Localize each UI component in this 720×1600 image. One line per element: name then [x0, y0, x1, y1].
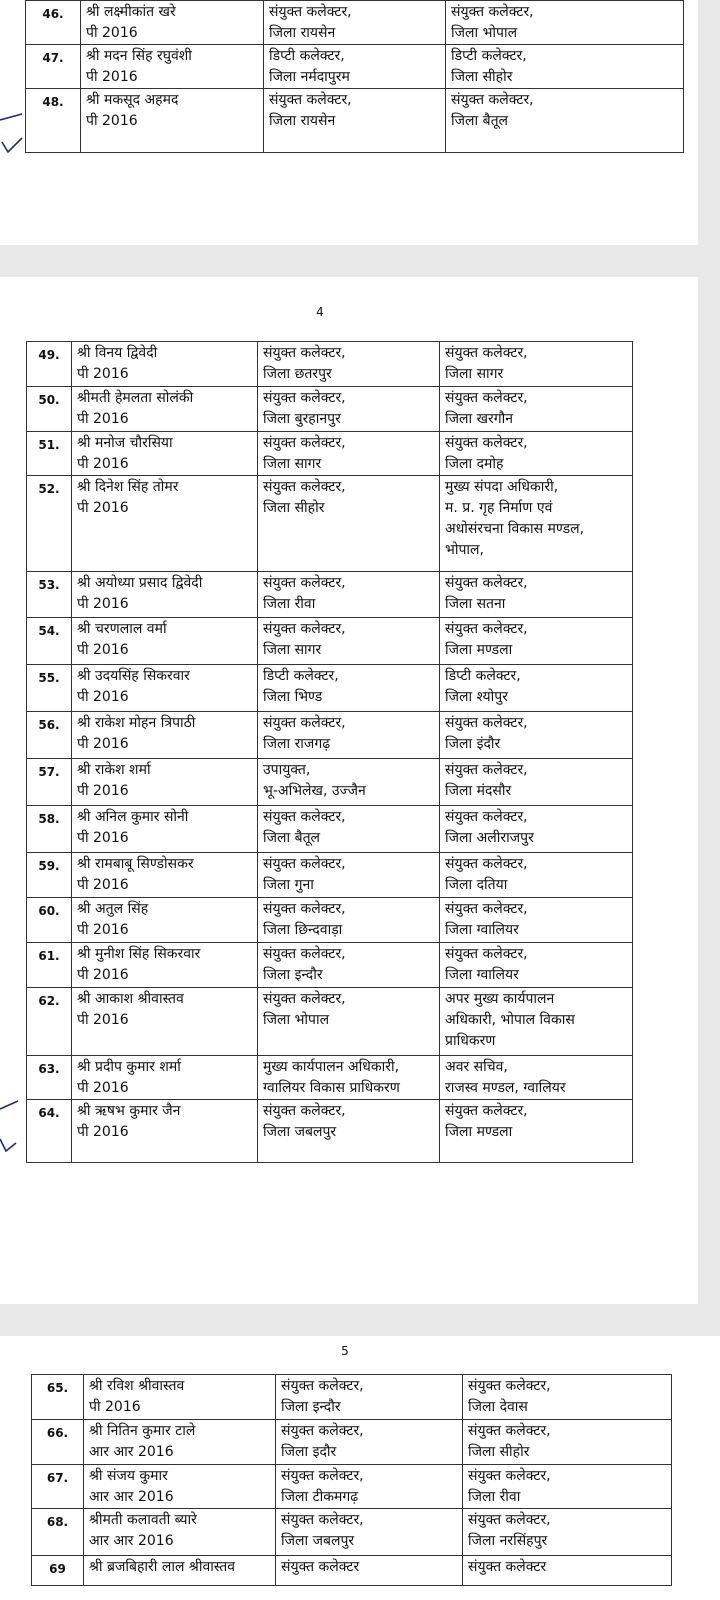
officer-batch: पी 2016 — [77, 689, 129, 705]
officer-name: श्री नितिन कुमार टाले — [89, 1423, 196, 1439]
officer-batch: पी 2016 — [77, 967, 129, 983]
serial-number: 51. — [27, 432, 72, 476]
serial-number: 52. — [27, 476, 72, 572]
new-posting-cell — [440, 476, 633, 572]
current-posting-cell — [264, 45, 446, 89]
officer-cell — [84, 1375, 276, 1420]
officer-name: श्री मुनीश सिंह सिकरवार — [77, 946, 201, 962]
officer-batch: पी 2016 — [77, 411, 129, 427]
officer-cell — [72, 806, 258, 853]
current-posting-line: जिला नर्मदापुरम — [269, 69, 350, 85]
current-posting-cell — [276, 1509, 463, 1556]
officer-batch: पी 2016 — [77, 642, 129, 658]
officer-batch: पी 2016 — [77, 456, 129, 472]
serial-number: 53. — [27, 572, 72, 618]
new-posting-cell — [440, 1056, 633, 1100]
new-posting-line: अधिकारी, भोपाल विकास — [445, 1012, 575, 1028]
new-posting-line: जिला बैतूल — [451, 113, 509, 129]
current-posting-cell — [258, 759, 440, 806]
new-posting-line: अवर सचिव, — [445, 1059, 508, 1075]
current-posting-cell — [276, 1420, 463, 1465]
officer-name: श्री अयोध्या प्रसाद द्विवेदी — [77, 575, 203, 591]
officer-cell — [72, 988, 258, 1056]
current-posting-line: संयुक्त कलेक्टर, — [263, 345, 346, 361]
officer-cell — [81, 45, 264, 89]
table-row — [27, 853, 633, 898]
current-posting-line: संयुक्त कलेक्टर, — [263, 809, 346, 825]
current-posting-line: जिला जबलपुर — [281, 1533, 355, 1549]
table-row — [27, 759, 633, 806]
new-posting-line: संयुक्त कलेक्टर, — [445, 345, 528, 361]
officer-cell — [72, 943, 258, 988]
current-posting-line: जिला छतरपुर — [263, 366, 332, 382]
table-row — [27, 665, 633, 712]
current-posting-cell — [258, 476, 440, 572]
officer-cell — [72, 618, 258, 665]
officer-cell — [81, 89, 264, 153]
table-row — [26, 89, 684, 153]
new-posting-line: जिला रीवा — [468, 1489, 521, 1505]
new-posting-line: जिला श्योपुर — [445, 689, 508, 705]
transfer-table — [31, 1374, 672, 1586]
officer-cell — [72, 387, 258, 432]
new-posting-line: संयुक्त कलेक्टर, — [468, 1468, 551, 1484]
officer-cell — [72, 432, 258, 476]
current-posting-line: संयुक्त कलेक्टर, — [263, 575, 346, 591]
current-posting-line: ग्वालियर विकास प्राधिकरण — [263, 1080, 400, 1096]
serial-number: 54. — [27, 618, 72, 665]
new-posting-line: जिला ग्वालियर — [445, 967, 519, 983]
officer-name: श्री ब्रजबिहारी लाल श्रीवास्तव — [89, 1559, 236, 1575]
table-row — [27, 712, 633, 759]
current-posting-line: संयुक्त कलेक्टर, — [263, 435, 346, 451]
officer-cell — [84, 1509, 276, 1556]
current-posting-line: संयुक्त कलेक्टर, — [263, 390, 346, 406]
current-posting-line: संयुक्त कलेक्टर, — [269, 4, 352, 20]
new-posting-line: अधोसंरचना विकास मण्डल, — [445, 521, 585, 537]
new-posting-cell — [440, 988, 633, 1056]
new-posting-line: अपर मुख्य कार्यपालन — [445, 991, 555, 1007]
officer-cell — [84, 1420, 276, 1465]
officer-name: श्री राकेश मोहन त्रिपाठी — [77, 715, 196, 731]
new-posting-line: संयुक्त कलेक्टर — [468, 1559, 547, 1575]
table-row — [32, 1509, 672, 1556]
current-posting-cell — [258, 898, 440, 943]
table-row — [27, 618, 633, 665]
current-posting-cell — [264, 89, 446, 153]
table-row — [27, 988, 633, 1056]
serial-number: 65. — [32, 1375, 84, 1420]
new-posting-line: जिला अलीराजपुर — [445, 830, 534, 846]
new-posting-cell — [440, 1100, 633, 1163]
serial-number: 60. — [27, 898, 72, 943]
current-posting-line: जिला जबलपुर — [263, 1124, 337, 1140]
officer-cell — [84, 1465, 276, 1509]
officer-name: श्रीमती कलावती ब्यारे — [89, 1512, 197, 1528]
new-posting-line: संयुक्त कलेक्टर, — [445, 809, 528, 825]
new-posting-cell — [440, 853, 633, 898]
new-posting-line: संयुक्त कलेक्टर, — [468, 1423, 551, 1439]
new-posting-line: संयुक्त कलेक्टर, — [445, 390, 528, 406]
current-posting-cell — [258, 572, 440, 618]
new-posting-line: संयुक्त कलेक्टर, — [445, 575, 528, 591]
current-posting-line: जिला सीहोर — [263, 500, 325, 516]
new-posting-cell — [440, 712, 633, 759]
current-posting-line: संयुक्त कलेक्टर, — [281, 1378, 364, 1394]
officer-cell — [72, 898, 258, 943]
current-posting-cell — [258, 988, 440, 1056]
officer-batch: पी 2016 — [77, 1012, 129, 1028]
current-posting-line: संयुक्त कलेक्टर, — [281, 1468, 364, 1484]
current-posting-line: संयुक्त कलेक्टर — [281, 1559, 360, 1575]
serial-number: 57. — [27, 759, 72, 806]
serial-number: 55. — [27, 665, 72, 712]
new-posting-line: संयुक्त कलेक्टर, — [445, 762, 528, 778]
officer-name: श्री उदयसिंह सिकरवार — [77, 668, 190, 684]
current-posting-cell — [258, 1056, 440, 1100]
officer-batch: पी 2016 — [77, 783, 129, 799]
new-posting-line: संयुक्त कलेक्टर, — [445, 901, 528, 917]
officer-batch: पी 2016 — [77, 1080, 129, 1096]
officer-name: श्री अतुल सिंह — [77, 901, 149, 917]
officer-batch: पी 2016 — [77, 500, 129, 516]
officer-batch: पी 2016 — [77, 922, 129, 938]
new-posting-cell — [440, 806, 633, 853]
current-posting-cell — [258, 943, 440, 988]
current-posting-line: संयुक्त कलेक्टर, — [263, 621, 346, 637]
officer-batch: आर आर 2016 — [89, 1444, 174, 1460]
officer-name: श्री आकाश श्रीवास्तव — [77, 991, 184, 1007]
officer-name: श्री रामबाबू सिण्डोसकर — [77, 856, 194, 872]
officer-batch: पी 2016 — [77, 877, 129, 893]
table-row — [27, 1056, 633, 1100]
new-posting-cell — [446, 1, 684, 45]
new-posting-line: संयुक्त कलेक्टर, — [445, 715, 528, 731]
current-posting-line: संयुक्त कलेक्टर, — [263, 856, 346, 872]
new-posting-cell — [440, 943, 633, 988]
current-posting-cell — [258, 342, 440, 387]
table-row — [32, 1465, 672, 1509]
table-row — [27, 342, 633, 387]
new-posting-line: जिला देवास — [468, 1399, 528, 1415]
current-posting-line: संयुक्त कलेक्टर, — [263, 1103, 346, 1119]
serial-number: 69 — [32, 1556, 84, 1586]
new-posting-line: संयुक्त कलेक्टर, — [445, 856, 528, 872]
document-page-4 — [0, 277, 698, 1304]
officer-cell — [72, 1100, 258, 1163]
officer-name: श्री मकसूद अहमद — [86, 92, 179, 108]
table-row — [32, 1556, 672, 1586]
officer-batch: पी 2016 — [77, 1124, 129, 1140]
officer-cell — [72, 476, 258, 572]
new-posting-line: संयुक्त कलेक्टर, — [445, 1103, 528, 1119]
table-row — [27, 572, 633, 618]
serial-number: 63. — [27, 1056, 72, 1100]
transfer-table — [25, 0, 684, 153]
current-posting-cell — [264, 1, 446, 45]
serial-number: 46. — [26, 1, 81, 45]
officer-name: श्री मनोज चौरसिया — [77, 435, 173, 451]
current-posting-line: संयुक्त कलेक्टर, — [263, 991, 346, 1007]
officer-name: श्री दिनेश सिंह तोमर — [77, 479, 179, 495]
new-posting-cell — [440, 572, 633, 618]
new-posting-cell — [446, 45, 684, 89]
new-posting-line: जिला खरगौन — [445, 411, 514, 427]
new-posting-line: संयुक्त कलेक्टर, — [445, 946, 528, 962]
current-posting-line: जिला रायसेन — [269, 25, 336, 41]
table-row — [32, 1420, 672, 1465]
current-posting-line: जिला गुना — [263, 877, 314, 893]
current-posting-cell — [258, 1100, 440, 1163]
officer-batch: पी 2016 — [77, 596, 129, 612]
table-row — [27, 432, 633, 476]
officer-name: श्री चरणलाल वर्मा — [77, 621, 167, 637]
table-row — [26, 1, 684, 45]
officer-cell — [72, 712, 258, 759]
current-posting-line: संयुक्त कलेक्टर, — [269, 92, 352, 108]
new-posting-line: संयुक्त कलेक्टर, — [445, 435, 528, 451]
serial-number: 68. — [32, 1509, 84, 1556]
new-posting-line: संयुक्त कलेक्टर, — [451, 4, 534, 20]
current-posting-line: संयुक्त कलेक्टर, — [263, 479, 346, 495]
officer-name: श्री राकेश शर्मा — [77, 762, 151, 778]
officer-cell — [72, 1056, 258, 1100]
new-posting-line: जिला मंदसौर — [445, 783, 512, 799]
officer-batch: पी 2016 — [86, 113, 138, 129]
serial-number: 49. — [27, 342, 72, 387]
new-posting-cell — [440, 665, 633, 712]
current-posting-line: डिप्टी कलेक्टर, — [263, 668, 339, 684]
table-row — [32, 1375, 672, 1420]
new-posting-line: जिला सागर — [445, 366, 504, 382]
current-posting-cell — [276, 1375, 463, 1420]
new-posting-cell — [440, 432, 633, 476]
new-posting-line: म. प्र. गृह निर्माण एवं — [445, 500, 553, 516]
current-posting-cell — [258, 665, 440, 712]
new-posting-cell — [463, 1556, 672, 1586]
table-row — [27, 1100, 633, 1163]
officer-batch: पी 2016 — [77, 830, 129, 846]
current-posting-cell — [258, 853, 440, 898]
officer-name: श्री विनय द्विवेदी — [77, 345, 158, 361]
new-posting-line: राजस्व मण्डल, ग्वालियर — [445, 1080, 566, 1096]
current-posting-line: संयुक्त कलेक्टर, — [263, 901, 346, 917]
current-posting-line: जिला सागर — [263, 642, 322, 658]
new-posting-line: जिला भोपाल — [451, 25, 518, 41]
new-posting-cell — [446, 89, 684, 153]
new-posting-line: जिला सीहोर — [468, 1444, 530, 1460]
serial-number: 64. — [27, 1100, 72, 1163]
serial-number: 67. — [32, 1465, 84, 1509]
serial-number: 50. — [27, 387, 72, 432]
officer-name: श्री मदन सिंह रघुवंशी — [86, 48, 192, 64]
new-posting-line: जिला दमोह — [445, 456, 504, 472]
officer-batch: पी 2016 — [77, 736, 129, 752]
current-posting-cell — [276, 1556, 463, 1586]
table-row — [27, 943, 633, 988]
new-posting-cell — [440, 759, 633, 806]
new-posting-line: जिला दतिया — [445, 877, 508, 893]
officer-cell — [72, 759, 258, 806]
current-posting-cell — [258, 618, 440, 665]
current-posting-line: भू-अभिलेख, उज्जैन — [263, 783, 366, 799]
transfer-table — [26, 341, 633, 1163]
new-posting-cell — [440, 342, 633, 387]
officer-cell — [84, 1556, 276, 1586]
current-posting-line: जिला भिण्ड — [263, 689, 323, 705]
serial-number: 58. — [27, 806, 72, 853]
new-posting-cell — [463, 1465, 672, 1509]
new-posting-line: डिप्टी कलेक्टर, — [451, 48, 527, 64]
page-number: 4 — [316, 305, 324, 319]
table-row — [27, 898, 633, 943]
officer-batch: पी 2016 — [86, 69, 138, 85]
current-posting-line: संयुक्त कलेक्टर, — [281, 1423, 364, 1439]
current-posting-cell — [258, 712, 440, 759]
current-posting-line: जिला बैतूल — [263, 830, 321, 846]
serial-number: 47. — [26, 45, 81, 89]
current-posting-line: जिला बुरहानपुर — [263, 411, 341, 427]
officer-batch: पी 2016 — [86, 25, 138, 41]
document-page-5 — [0, 1336, 720, 1600]
table-row — [27, 387, 633, 432]
officer-cell — [72, 572, 258, 618]
current-posting-cell — [258, 387, 440, 432]
new-posting-cell — [463, 1420, 672, 1465]
officer-name: श्री ऋषभ कुमार जैन — [77, 1103, 181, 1119]
new-posting-line: जिला सतना — [445, 596, 506, 612]
current-posting-cell — [258, 432, 440, 476]
current-posting-line: संयुक्त कलेक्टर, — [281, 1512, 364, 1528]
new-posting-cell — [463, 1509, 672, 1556]
pen-tick-mark — [0, 112, 26, 162]
officer-cell — [81, 1, 264, 45]
current-posting-line: जिला रायसेन — [269, 113, 336, 129]
current-posting-line: संयुक्त कलेक्टर, — [263, 946, 346, 962]
current-posting-line: जिला रीवा — [263, 596, 316, 612]
new-posting-line: मुख्य संपदा अधिकारी, — [445, 479, 559, 495]
serial-number: 59. — [27, 853, 72, 898]
officer-name: श्री अनिल कुमार सोनी — [77, 809, 189, 825]
officer-cell — [72, 342, 258, 387]
new-posting-line: जिला इंदौर — [445, 736, 501, 752]
current-posting-line: जिला इदौर — [281, 1444, 337, 1460]
current-posting-line: डिप्टी कलेक्टर, — [269, 48, 345, 64]
document-page-3-fragment — [0, 0, 698, 245]
officer-batch: पी 2016 — [89, 1399, 141, 1415]
officer-name: श्री लक्ष्मीकांत खरे — [86, 4, 176, 20]
current-posting-line: जिला इन्दौर — [281, 1399, 341, 1415]
serial-number: 61. — [27, 943, 72, 988]
pen-tick-mark — [0, 1099, 22, 1169]
officer-batch: आर आर 2016 — [89, 1533, 174, 1549]
serial-number: 62. — [27, 988, 72, 1056]
current-posting-line: मुख्य कार्यपालन अधिकारी, — [263, 1059, 400, 1075]
officer-name: श्रीमती हेमलता सोलंकी — [77, 390, 194, 406]
officer-cell — [72, 665, 258, 712]
officer-name: श्री रविश श्रीवास्तव — [89, 1378, 185, 1394]
current-posting-line: जिला छिन्दवाड़ा — [263, 922, 343, 938]
new-posting-line: प्राधिकरण — [445, 1033, 496, 1049]
table-row — [26, 45, 684, 89]
new-posting-line: जिला मण्डला — [445, 1124, 513, 1140]
current-posting-cell — [276, 1465, 463, 1509]
new-posting-line: भोपाल, — [445, 542, 484, 558]
new-posting-cell — [440, 618, 633, 665]
serial-number: 66. — [32, 1420, 84, 1465]
serial-number: 48. — [26, 89, 81, 153]
new-posting-line: जिला नरसिंहपुर — [468, 1533, 548, 1549]
current-posting-cell — [258, 806, 440, 853]
new-posting-cell — [440, 387, 633, 432]
page-number: 5 — [341, 1344, 349, 1358]
current-posting-line: जिला भोपाल — [263, 1012, 330, 1028]
new-posting-line: जिला सीहोर — [451, 69, 513, 85]
officer-name: श्री प्रदीप कुमार शर्मा — [77, 1059, 181, 1075]
new-posting-line: डिप्टी कलेक्टर, — [445, 668, 521, 684]
new-posting-line: संयुक्त कलेक्टर, — [451, 92, 534, 108]
new-posting-cell — [463, 1375, 672, 1420]
current-posting-line: जिला इन्दौर — [263, 967, 323, 983]
officer-batch: पी 2016 — [77, 366, 129, 382]
new-posting-cell — [440, 898, 633, 943]
new-posting-line: संयुक्त कलेक्टर, — [468, 1512, 551, 1528]
new-posting-line: संयुक्त कलेक्टर, — [445, 621, 528, 637]
new-posting-line: संयुक्त कलेक्टर, — [468, 1378, 551, 1394]
officer-batch: आर आर 2016 — [89, 1489, 174, 1505]
table-row — [27, 806, 633, 853]
current-posting-line: जिला सागर — [263, 456, 322, 472]
current-posting-line: जिला टीकमगढ़ — [281, 1489, 359, 1505]
serial-number: 56. — [27, 712, 72, 759]
officer-name: श्री संजय कुमार — [89, 1468, 168, 1484]
officer-cell — [72, 853, 258, 898]
current-posting-line: संयुक्त कलेक्टर, — [263, 715, 346, 731]
table-row — [27, 476, 633, 572]
current-posting-line: जिला राजगढ़ — [263, 736, 331, 752]
current-posting-line: उपायुक्त, — [263, 762, 311, 778]
new-posting-line: जिला ग्वालियर — [445, 922, 519, 938]
new-posting-line: जिला मण्डला — [445, 642, 513, 658]
